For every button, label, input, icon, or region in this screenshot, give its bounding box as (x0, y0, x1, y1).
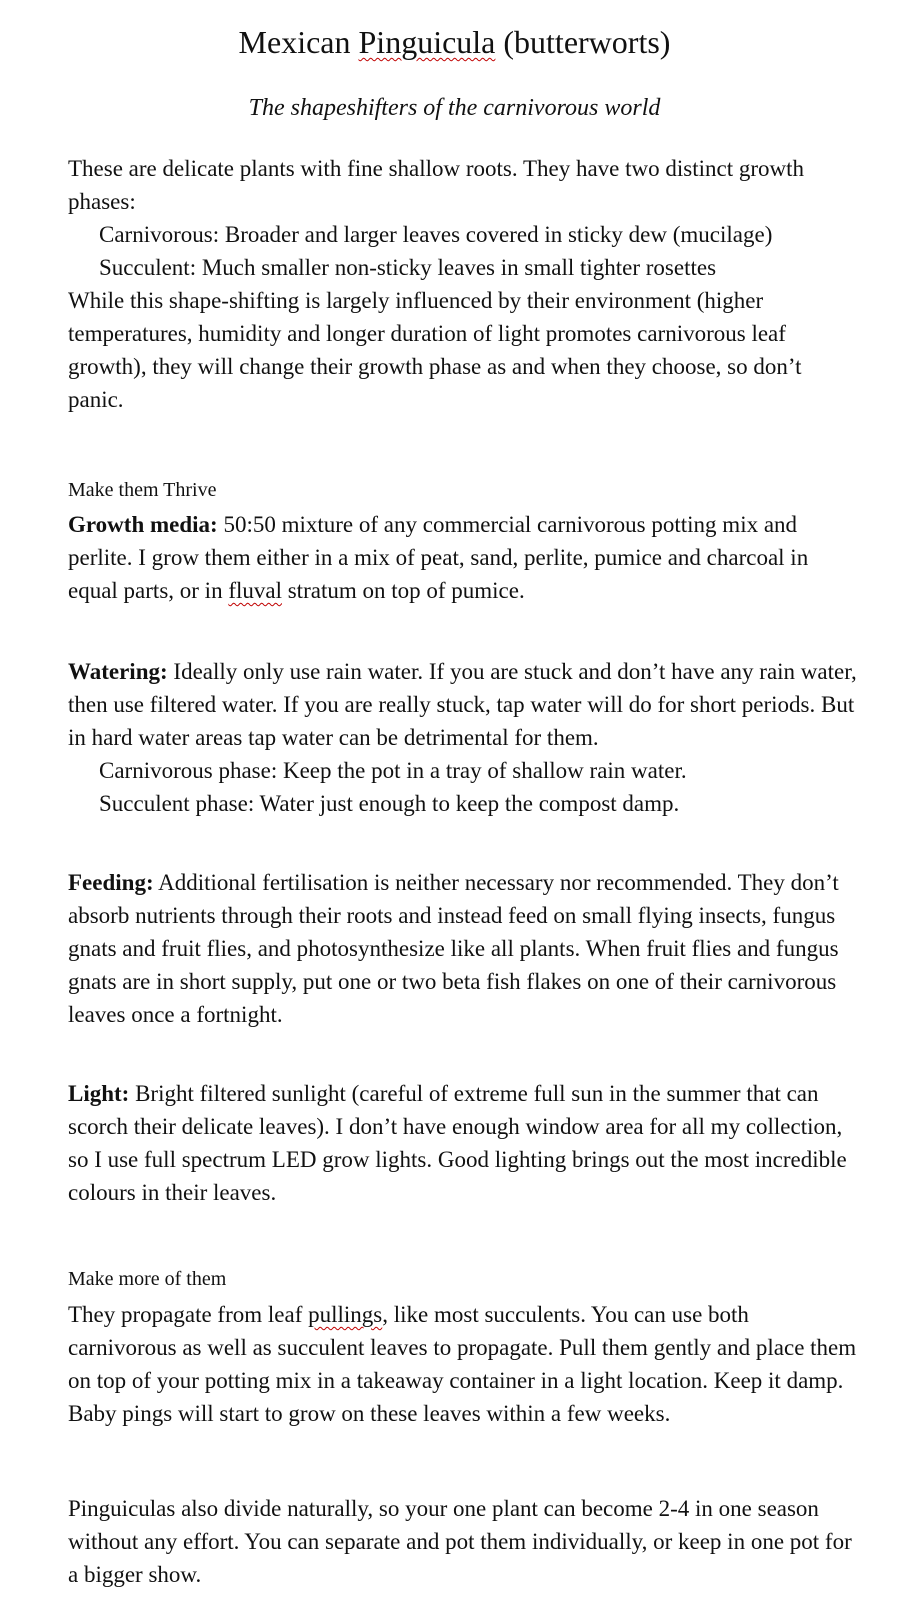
watering-succulent-item: Succulent phase: Water just enough to keep the compost damp. (99, 791, 680, 816)
page-subtitle: The shapeshifters of the carnivorous world (248, 95, 661, 121)
intro-paragraph: These are delicate plants with fine shallow roots. They have two distinct growth phases: (68, 156, 805, 214)
feeding-label: Feeding: (68, 870, 154, 895)
light-section (68, 1077, 858, 1209)
intro-section (68, 152, 858, 416)
division-paragraph: Pinguiculas also divide naturally, so your one plant can become 2-4 in one season without any effort. You can separate and pot them individually, or keep in one pot for a bigger show. (68, 1496, 852, 1587)
intro-phase-succulent: Succulent: Much smaller non-sticky leaves in small tighter rosettes (99, 255, 717, 280)
light-label: Light: (68, 1081, 130, 1106)
growth-media-section (68, 508, 858, 607)
title-flagged-word: Pinguicula (358, 24, 496, 60)
watering-text: Ideally only use rain water. If you are stuck and don’t have any rain water, then use filtered water. If you are really stuck, tap water will do for short periods. But in hard water areas tap water can be detrimental for them. (68, 659, 857, 750)
make-more-heading: Make more of them (68, 1268, 227, 1290)
propagation-section (68, 1298, 858, 1430)
page-title (0, 20, 909, 64)
propagation-paragraph (68, 1298, 858, 1430)
growth-media-paragraph (68, 508, 858, 607)
light-text: Bright filtered sunlight (careful of extreme full sun in the summer that can scorch their delicate leaves). I don’t have enough window area for all my collection, so I use full spectrum LED grow lights. Good lighting brings out the most incredible colours in their leaves. (68, 1081, 847, 1205)
watering-carnivorous-item: Carnivorous phase: Keep the pot in a tray of shallow rain water. (99, 758, 687, 783)
division-section (68, 1492, 858, 1591)
propagation-flagged-word: pullings (308, 1302, 383, 1327)
title-post: (butterworts) (495, 24, 671, 60)
growth-media-flagged-word: fluval (228, 578, 282, 603)
growth-media-text-end: stratum on top of pumice. (281, 578, 525, 603)
feeding-paragraph (68, 866, 858, 1031)
feeding-section (68, 866, 858, 1031)
watering-paragraph (68, 655, 858, 754)
intro-shapeshifting-paragraph: While this shape-shifting is largely influenced by their environment (higher temperatures, humidity and longer duration of light promotes carnivorous leaf growth), they will change their growth phase as and when they choose, so don’t panic. (68, 288, 802, 412)
light-paragraph (68, 1077, 858, 1209)
thrive-heading: Make them Thrive (68, 479, 217, 501)
propagation-text-end: , like most succulents. You can use both carnivorous as well as succulent leaves to propagate. Pull them gently and place them on top of your potting mix in a takeaway container in a light location. Keep it damp. Baby pings will start to grow on these leaves within a few weeks. (68, 1302, 857, 1426)
watering-section (68, 655, 858, 820)
intro-phase-carnivorous: Carnivorous: Broader and larger leaves covered in sticky dew (mucilage) (99, 222, 773, 247)
growth-media-text: 50:50 mixture of any commercial carnivorous potting mix and perlite. I grow them either in a mix of peat, sand, perlite, pumice and charcoal in equal parts, or in (68, 512, 809, 603)
growth-media-label: Growth media: (68, 512, 218, 537)
feeding-text: Additional fertilisation is neither necessary nor recommended. They don’t absorb nutrients through their roots and instead feed on small flying insects, fungus gnats and fruit flies, and photosynthesize like all plants. When fruit flies and fungus gnats are in short supply, put one or two beta fish flakes on one of their carnivorous leaves once a fortnight. (68, 870, 839, 1027)
watering-label: Watering: (68, 659, 168, 684)
propagation-text: They propagate from leaf (68, 1302, 309, 1327)
title-pre: Mexican (238, 24, 359, 60)
